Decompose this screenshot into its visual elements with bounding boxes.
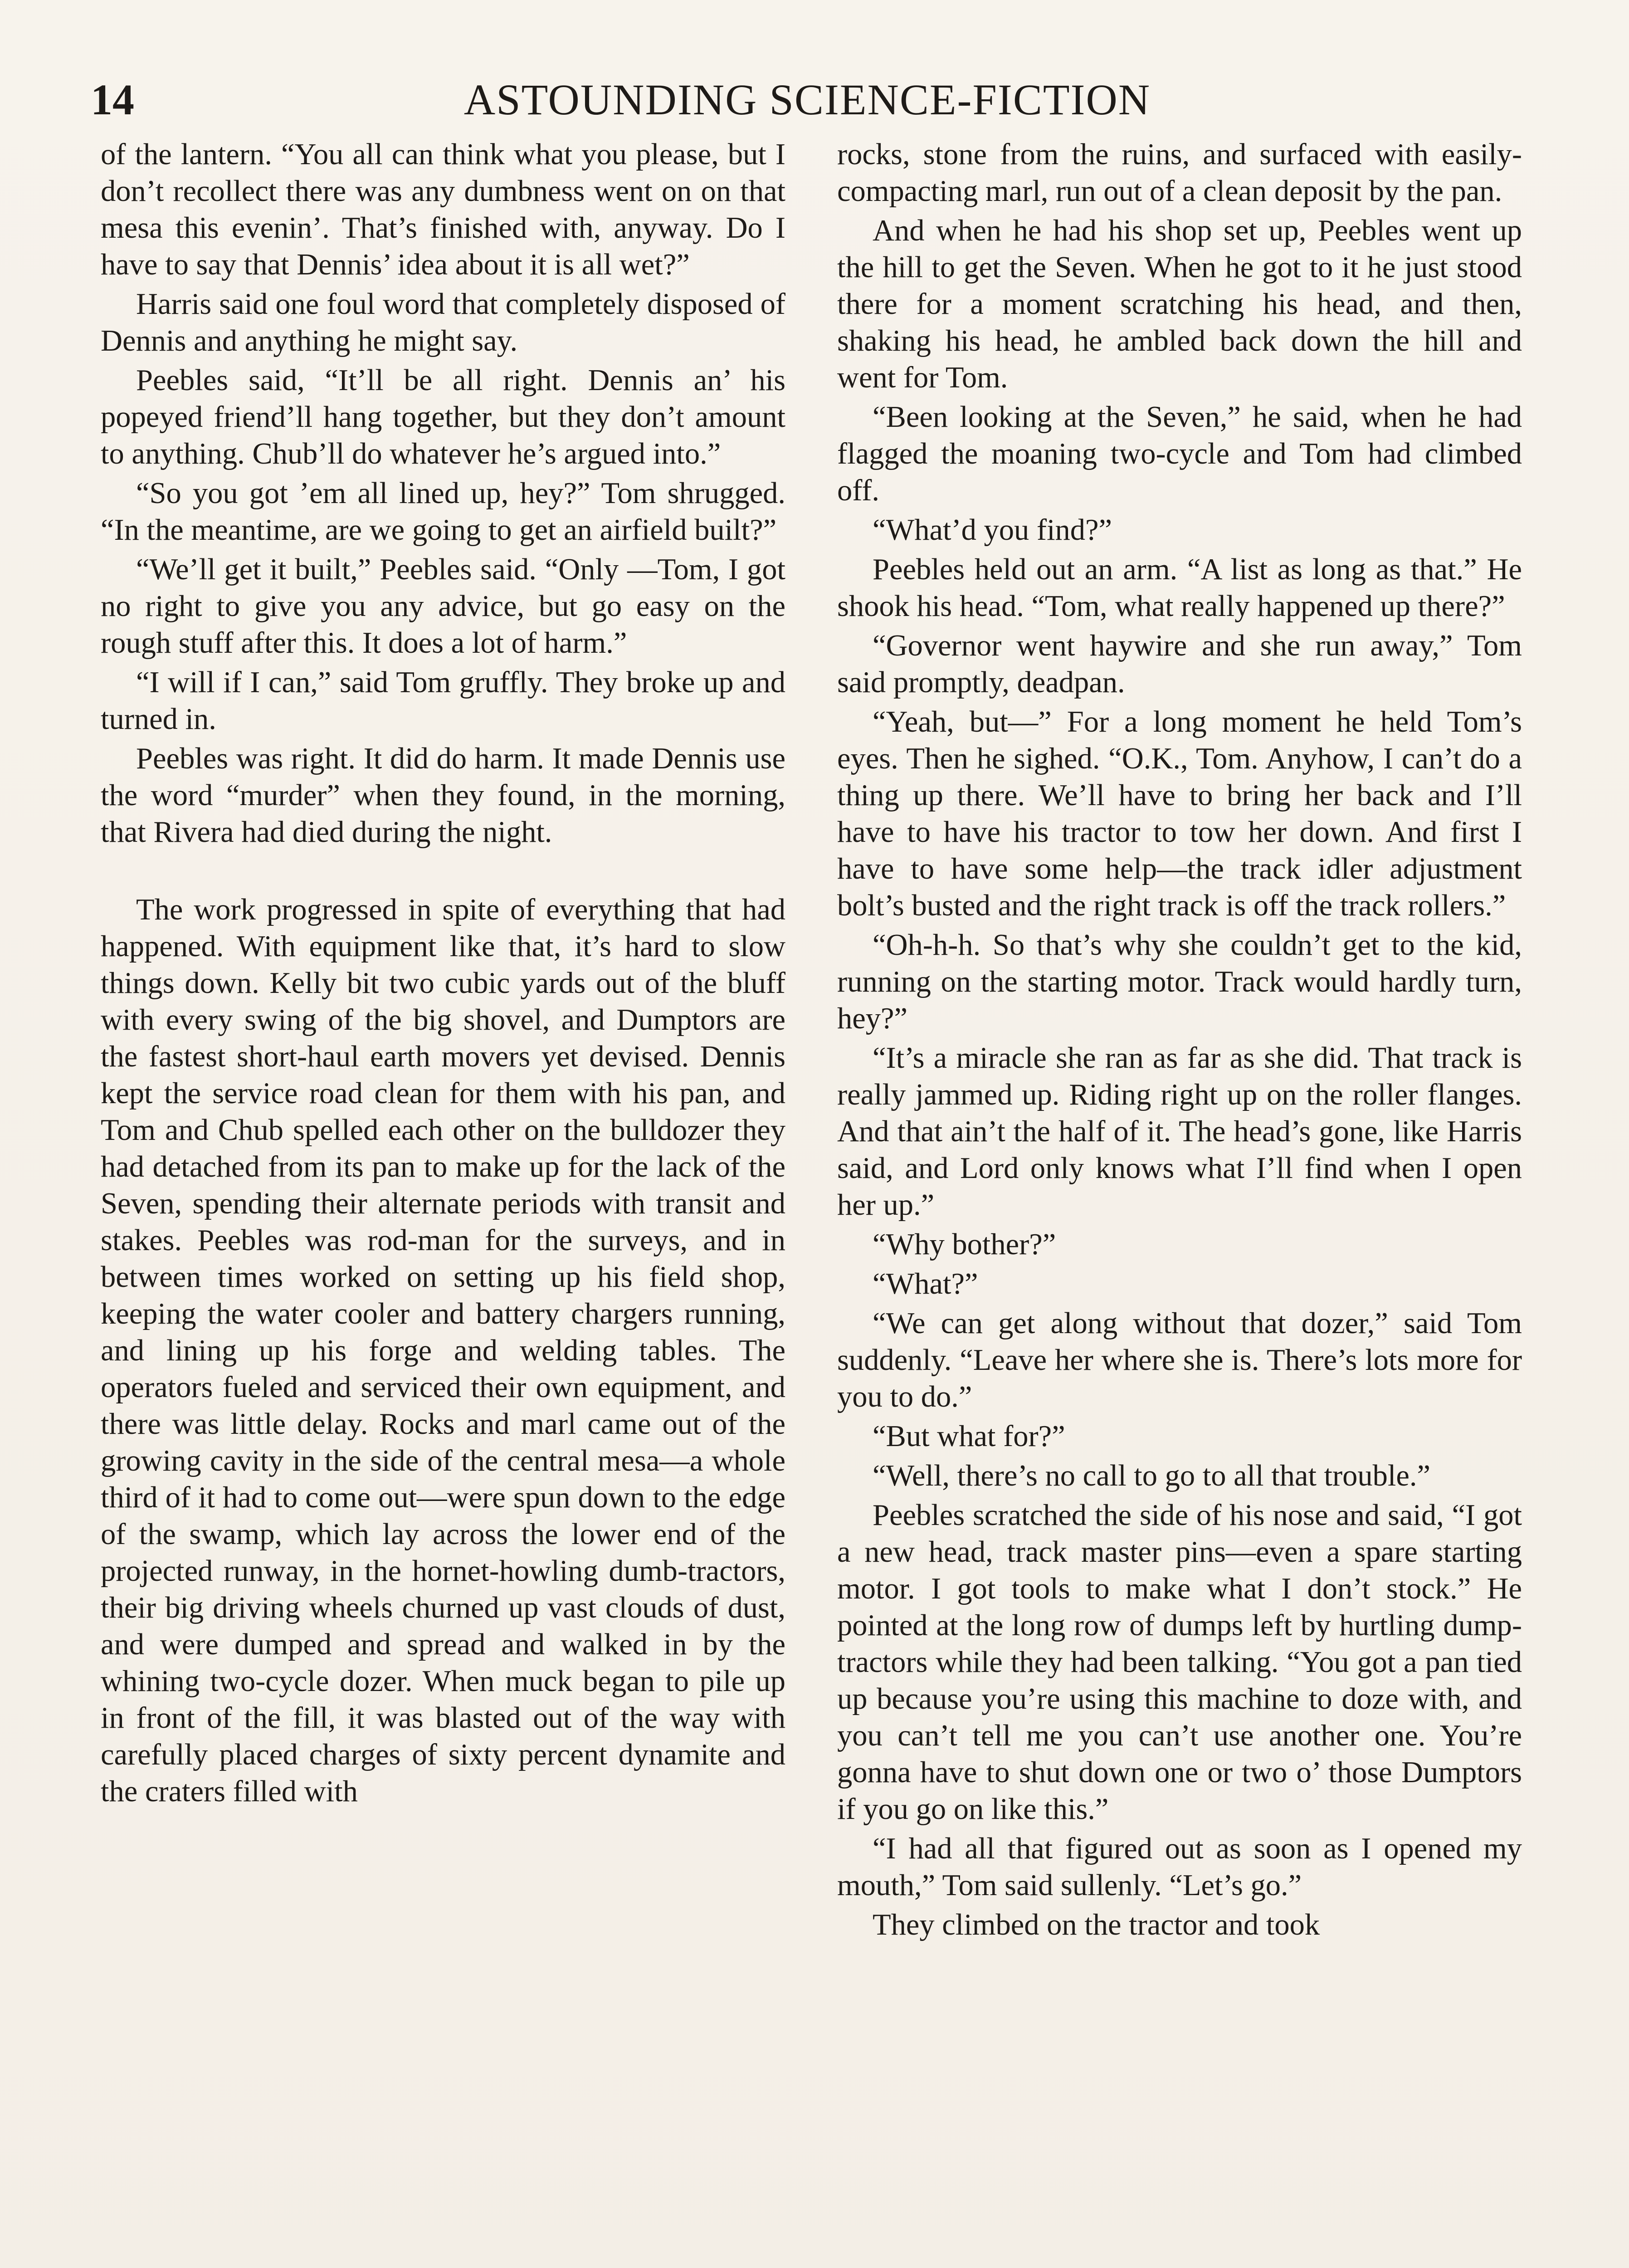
paragraph: “We’ll get it built,” Peebles said. “Only —Tom, I got no right to give you any advice, but go easy on the rough stuff after this. It does a lot of harm.” [101, 553, 785, 660]
paragraph: Peebles scratched the side of his nose and said, “I got a new head, track master pins—even a spare starting motor. I got tools to make what I don’t stock.” He pointed at the long row of dumps left by hurtling dump-tractors while they had been talking. “You got a pan tied up because you’re using this machine to doze with, and you can’t tell me you can’t use another one. You’re gonna have to shut down one or two o’ those Dumptors if you go on like this.” [837, 1499, 1522, 1826]
right-text-column [837, 136, 1522, 1946]
paragraph: “What?” [873, 1267, 978, 1300]
paragraph: The work progressed in spite of everything that had happened. With equipment like that, it’s hard to slow things down. Kelly bit two cubic yards out of the bluff with every swing of the big shovel, and Dumptors are the fastest short-haul earth movers yet devised. Dennis kept the service road clean for them with his pan, and Tom and Chub spelled each other on the bulldozer they had detached from its pan to make up for the lack of the Seven, spending their alternate periods with transit and stakes. Peebles was rod-man for the surveys, and in between times worked on setting up his field shop, keeping the water cooler and battery chargers running, and lining up his forge and welding tables. The operators fueled and serviced their own equipment, and there was little delay. Rocks and marl came out of the growing cavity in the side of the central mesa—a whole third of it had to come out—were spun down to the edge of the swamp, which lay across the lower end of the projected runway, in the hornet-howling dumb-tractors, their big driving wheels churned up vast clouds of dust, and were dumped and spread and walked in by the whining two-cycle dozer. When muck began to pile up in front of the fill, it was blasted out of the way with carefully placed charges of sixty percent dynamite and the craters filled with [101, 893, 785, 1808]
paragraph: Harris said one foul word that completely disposed of Dennis and anything he might say. [101, 288, 785, 357]
paragraph: rocks, stone from the ruins, and surfaced with easily-compacting marl, run out of a clean deposit by the pan. [837, 138, 1522, 208]
paragraph: “So you got ’em all lined up, hey?” Tom shrugged. “In the meantime, are we going to get an airfield built?” [101, 477, 785, 547]
paragraph: “Yeah, but—” For a long moment he held Tom’s eyes. Then he sighed. “O.K., Tom. Anyhow, I can’t do a thing up there. We’ll have to bring her back and I’ll have to have his tractor to tow her down. And first I have to have some help—the track idler adjustment bolt’s busted and the right track is off the track rollers.” [837, 705, 1522, 922]
paragraph: Peebles said, “It’ll be all right. Dennis an’ his popeyed friend’ll hang together, but they don’t amount to anything. Chub’ll do whatever he’s argued into.” [101, 364, 785, 470]
left-text-column [101, 136, 785, 1813]
paragraph: “Been looking at the Seven,” he said, when he had flagged the moaning two-cycle and Tom had climbed off. [837, 401, 1522, 507]
paragraph: “Oh-h-h. So that’s why she couldn’t get to the kid, running on the starting motor. Track would hardly turn, hey?” [837, 929, 1522, 1035]
paragraph: “But what for?” [873, 1420, 1065, 1453]
paragraph: “We can get along without that dozer,” said Tom suddenly. “Leave her where she is. There’s lots more for you to do.” [837, 1307, 1522, 1413]
page-header [91, 73, 1524, 127]
paragraph: And when he had his shop set up, Peebles went up the hill to get the Seven. When he got to it he just stood there for a moment scratching his head, and then, shaking his head, he ambled back down the hill and went for Tom. [837, 214, 1522, 394]
paragraph: “Why bother?” [873, 1228, 1056, 1261]
paragraph: Peebles was right. It did do harm. It made Dennis use the word “murder” when they found, in the morning, that Rivera had died during the night. [101, 742, 785, 849]
page-number: 14 [91, 75, 134, 124]
paragraph: Peebles held out an arm. “A list as long as that.” He shook his head. “Tom, what really happened up there?” [837, 553, 1522, 623]
paragraph: They climbed on the tractor and took [873, 1908, 1320, 1941]
paragraph: “I will if I can,” said Tom gruffly. They broke up and turned in. [101, 666, 785, 736]
paragraph: of the lantern. “You all can think what you please, but I don’t recollect there was any dumbness went on on that mesa this evenin’. That’s finished with, anyway. Do I have to say that Dennis’ idea about it is all wet?” [101, 138, 785, 281]
paragraph: “Governor went haywire and she run away,” Tom said promptly, deadpan. [837, 629, 1522, 699]
paragraph: “What’d you find?” [873, 513, 1112, 547]
paragraph: “It’s a miracle she ran as far as she did. That track is really jammed up. Riding right up on the roller flanges. And that ain’t the half of it. The head’s gone, like Harris said, and Lord only knows what I’ll find when I open her up.” [837, 1041, 1522, 1222]
paragraph: “Well, there’s no call to go to all that trouble.” [873, 1459, 1431, 1492]
running-head: ASTOUNDING SCIENCE-FICTION [463, 75, 1151, 124]
paragraph: “I had all that figured out as soon as I opened my mouth,” Tom said sullenly. “Let’s go.” [837, 1832, 1522, 1902]
section-break [101, 853, 785, 891]
